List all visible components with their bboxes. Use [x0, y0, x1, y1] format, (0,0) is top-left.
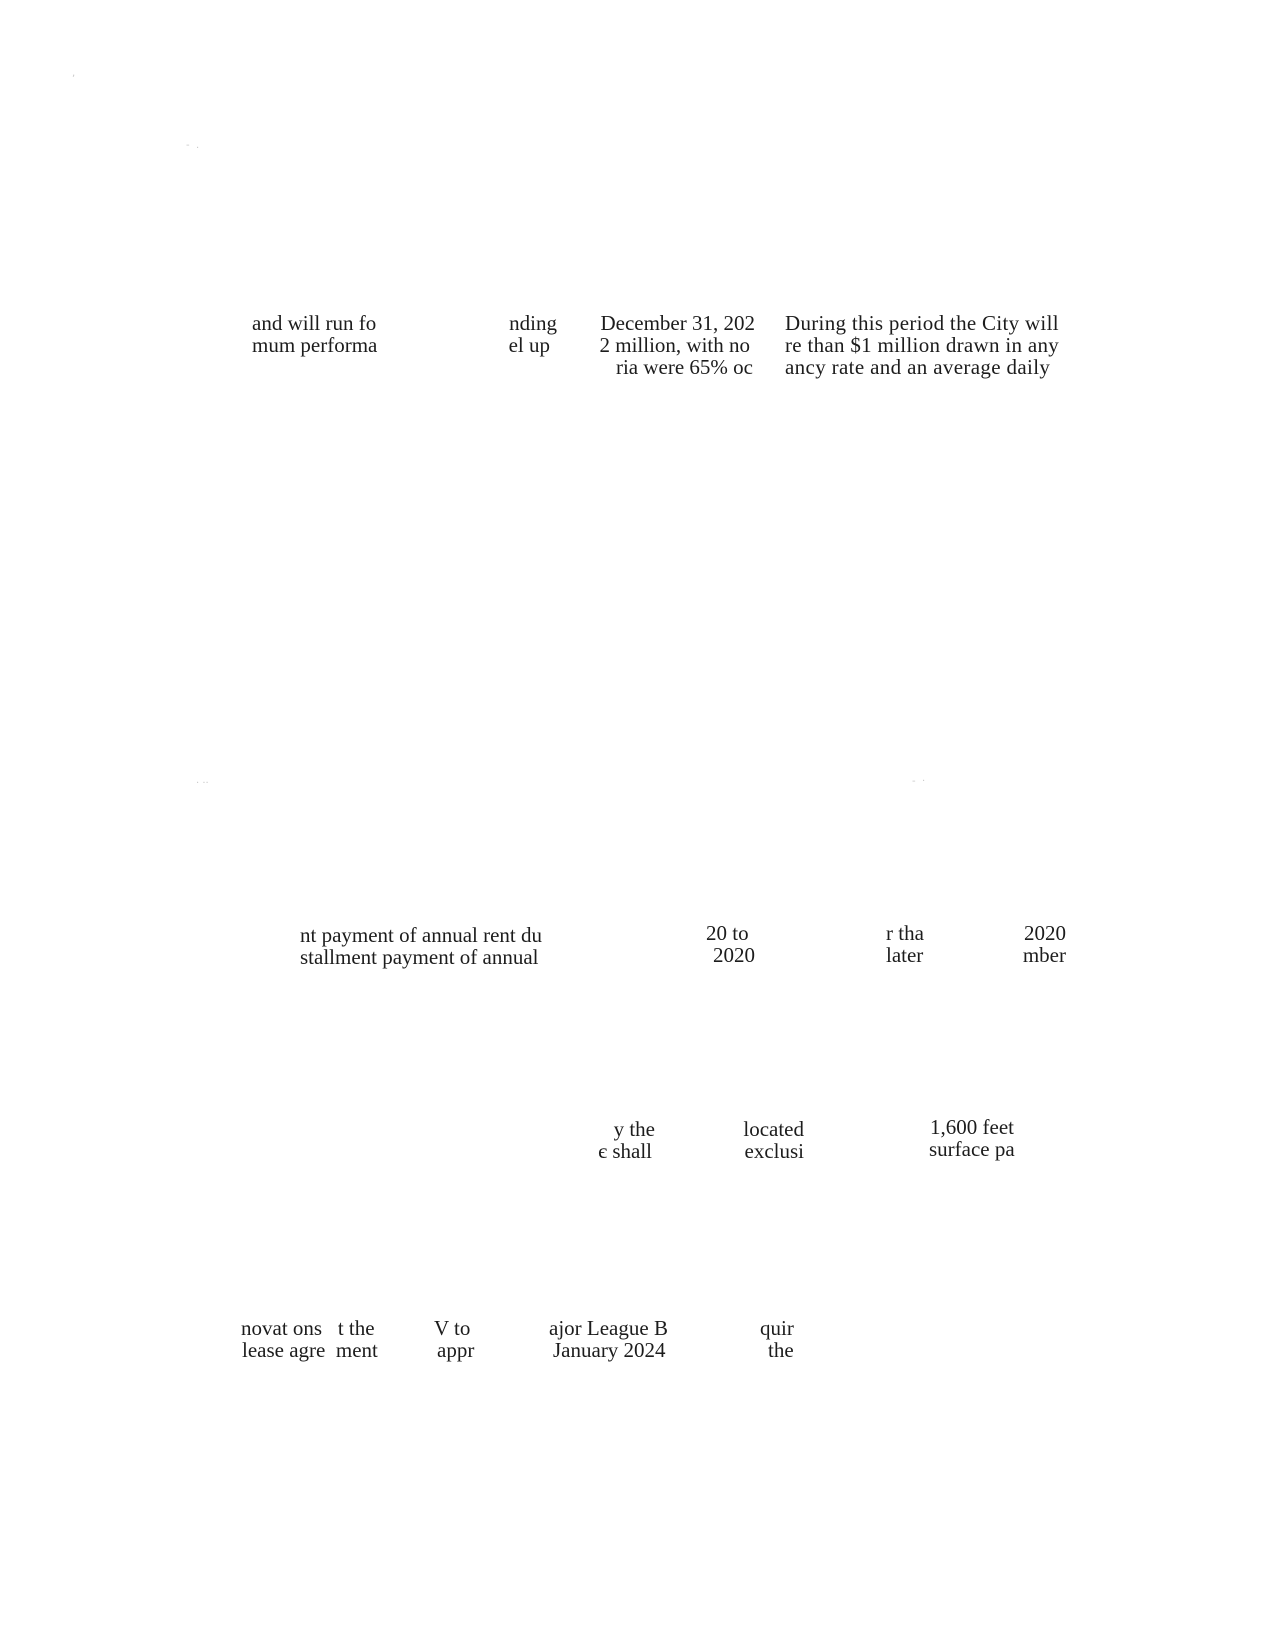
- text-fragment: r tha: [886, 921, 924, 945]
- text-fragment: re than $1 million drawn in any: [785, 333, 1060, 357]
- scan-speck: - .: [186, 140, 200, 151]
- text-fragment: V to: [434, 1316, 471, 1340]
- text-fragment: ajor League B: [549, 1316, 668, 1340]
- text-fragment: stallment payment of annual: [300, 945, 539, 969]
- text-fragment: y the: [613, 1117, 655, 1141]
- text-fragment: 20 to: [706, 921, 749, 945]
- text-fragment: ria were 65% oc: [615, 355, 753, 379]
- text-fragment: novat ons t the: [241, 1316, 375, 1340]
- text-fragment: 2020: [1024, 921, 1066, 945]
- text-fragment: el up: [508, 333, 550, 357]
- scan-speck: - ·: [912, 776, 926, 787]
- text-fragment: nt payment of annual rent du: [300, 923, 543, 947]
- text-fragment: mum performa: [252, 333, 378, 357]
- text-fragment: exclusi: [744, 1139, 804, 1163]
- text-fragment: lease agre ment: [242, 1338, 378, 1362]
- text-fragment: and will run fo: [252, 311, 377, 335]
- text-fragment: 2 million, with no: [599, 333, 750, 357]
- scan-speck: · ··: [196, 778, 209, 789]
- text-fragment: January 2024: [553, 1338, 666, 1362]
- text-fragment: mber: [1022, 943, 1066, 967]
- text-fragment: nding: [509, 311, 557, 335]
- text-fragment: During this period the City will: [785, 311, 1059, 335]
- scan-speck: ,: [72, 68, 76, 79]
- text-fragment: located: [743, 1117, 804, 1141]
- text-fragment: 2020: [713, 943, 755, 967]
- text-fragment: appr: [437, 1338, 475, 1362]
- text-fragment: surface pa: [929, 1137, 1015, 1161]
- text-fragment: є shall: [598, 1139, 652, 1163]
- text-fragment: ancy rate and an average daily: [785, 355, 1051, 379]
- text-fragment: December 31, 202: [600, 311, 755, 335]
- text-fragment: the: [768, 1338, 794, 1362]
- text-fragment: quir: [760, 1316, 794, 1340]
- text-fragment: later: [886, 943, 924, 967]
- text-fragment: 1,600 feet: [930, 1115, 1014, 1139]
